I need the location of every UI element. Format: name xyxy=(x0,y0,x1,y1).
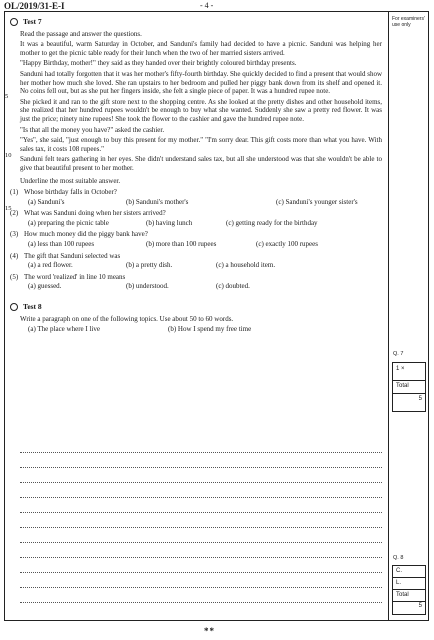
question-text: The gift that Sanduni selected was xyxy=(24,251,121,260)
question-number: (1) xyxy=(10,188,19,197)
question-text: What was Sanduni doing when her sisters arrived? xyxy=(24,209,166,218)
question-4 xyxy=(10,252,382,270)
page-footer: ** xyxy=(204,626,215,636)
question-text: How much money did the piggy bank have? xyxy=(24,230,148,239)
question-number: (3) xyxy=(10,230,19,239)
passage-paragraph: "Is that all the money you have?" asked the cashier. xyxy=(20,125,165,134)
question-1 xyxy=(10,188,382,206)
q8-total-label: Total xyxy=(393,590,425,602)
passage-paragraph: "Yes", she said, "just enough to buy this present for my mother." "I'm sorry dear. This gift costs more than what you have. With sales tax, it costs 108 rupees." xyxy=(20,136,382,153)
passage-paragraph: Sanduni had totally forgotten that it was her mother's fifty-fourth birthday. She quickly decided to find a present that would show her mother how much she loved. She ran upstairs to her bedroom and pulled her piggy bank down from its shelf and opened it. No coins fell out, but as she put her fingers inside, she felt a single piece of paper. It was a hundred rupee note. xyxy=(20,69,382,96)
question-3 xyxy=(10,230,382,248)
answer-option[interactable]: (c) getting ready for the birthday xyxy=(226,218,318,227)
line-number: 5 xyxy=(5,93,9,101)
topic-option: (a) The place where I live xyxy=(28,325,100,334)
answer-option[interactable]: (b) Sanduni's mother's xyxy=(126,197,189,206)
answer-option[interactable]: (c) a household item. xyxy=(216,261,276,270)
writing-line xyxy=(20,557,382,558)
writing-line xyxy=(20,527,382,528)
question-2 xyxy=(10,209,382,227)
test8-title: Test 8 xyxy=(23,302,42,312)
test7-instruction: Read the passage and answer the questions. xyxy=(20,29,142,38)
writing-line xyxy=(20,602,382,603)
passage-paragraph: Sanduni felt tears gathering in her eyes. She didn't understand sales tax, but all she understood was that she wouldn't be able to give that beautiful present to her mother. xyxy=(20,155,382,172)
question-number: (4) xyxy=(10,251,19,260)
answer-option[interactable]: (b) having lunch xyxy=(146,218,193,227)
writing-line xyxy=(20,497,382,498)
answer-option[interactable]: (c) doubted. xyxy=(216,282,250,291)
q8-language-row: L. xyxy=(393,578,425,590)
circle-bullet-icon xyxy=(10,18,18,26)
writing-line xyxy=(20,572,382,573)
answer-option[interactable]: (a) guessed. xyxy=(28,282,62,291)
answer-option[interactable]: (b) understood. xyxy=(126,282,169,291)
answer-option[interactable]: (b) a pretty dish. xyxy=(126,261,173,270)
writing-line xyxy=(20,587,382,588)
q8-marks-box xyxy=(392,565,426,615)
line-number: 10 xyxy=(5,152,12,160)
question-5 xyxy=(10,273,382,291)
answer-option[interactable]: (a) Sanduni's xyxy=(28,197,65,206)
question-number: (5) xyxy=(10,272,19,281)
test7-heading xyxy=(10,18,382,27)
question-text: Whose birthday falls in October? xyxy=(24,188,117,197)
test8-instruction: Write a paragraph on one of the following topics. Use about 50 to 60 words. xyxy=(20,314,234,323)
q7-marks-row: 1 × xyxy=(393,363,425,381)
line-number: 15 xyxy=(5,205,12,213)
writing-line xyxy=(20,482,382,483)
answer-option[interactable]: (c) Sanduni's younger sister's xyxy=(276,197,358,206)
answer-option[interactable]: (b) more than 100 rupees xyxy=(146,240,217,249)
writing-line xyxy=(20,467,382,468)
answer-option[interactable]: (a) less than 100 rupees xyxy=(28,240,95,249)
examiner-column-divider xyxy=(388,11,389,621)
answer-option[interactable]: (c) exactly 100 rupees xyxy=(256,240,318,249)
q7-marks-label: Q. 7 xyxy=(393,351,404,357)
topic-option: (b) How I spend my free time xyxy=(168,325,252,334)
writing-line xyxy=(20,452,382,453)
q7-marks-box xyxy=(392,362,426,412)
main-content xyxy=(5,14,382,334)
answer-option[interactable]: (a) a red flower. xyxy=(28,261,73,270)
passage-paragraph: It was a beautiful, warm Saturday in October, and Sanduni's family had decided to have a picnic. Sanduni was helping her mother to get the picnic table ready for their lunch when the two of her married sisters arrived. xyxy=(20,40,382,57)
circle-bullet-icon xyxy=(10,303,18,311)
passage-paragraph: She picked it and ran to the gift store next to the shopping centre. As she looked at the pretty dishes and other household items, she realized that her hundred rupees wouldn't be enough to buy what she wanted. Suddenly she saw a pretty red flower. It was just the price; ninety nine rupees! She took the flower to the cashier and gave the hundred rupee note. xyxy=(20,97,382,123)
examiner-note: For examiners' use only xyxy=(392,16,425,28)
writing-line xyxy=(20,512,382,513)
answer-option[interactable]: (a) preparing the picnic table xyxy=(28,218,109,227)
page-number: - 4 - xyxy=(200,1,214,10)
question-text: The word 'realized' in line 10 means xyxy=(24,272,126,281)
passage-paragraph: "Happy Birthday, mother!" they said as they handed over their brightly coloured birthday presents. xyxy=(20,59,297,68)
q7-total-label: Total xyxy=(393,381,425,394)
q8-content-row: C. xyxy=(393,566,425,578)
writing-line xyxy=(20,542,382,543)
paper-code: OL/2019/31-E-I xyxy=(4,1,65,11)
q8-marks-label: Q. 8 xyxy=(393,555,404,561)
test8-heading xyxy=(10,303,382,312)
underline-instruction: Underline the most suitable answer. xyxy=(20,176,121,185)
question-number: (2) xyxy=(10,209,19,218)
q8-total-value: 5 xyxy=(418,603,422,609)
q7-total-value: 5 xyxy=(418,396,422,402)
test7-title: Test 7 xyxy=(23,17,42,26)
